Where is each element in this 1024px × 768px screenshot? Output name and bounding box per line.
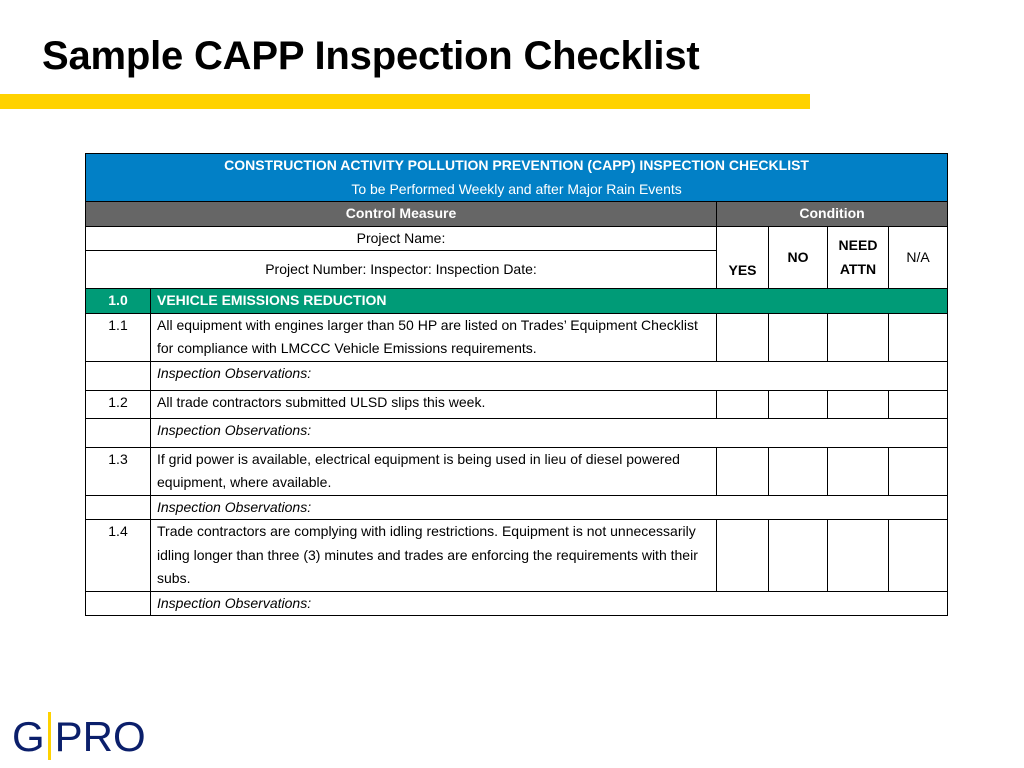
na-checkbox-cell[interactable] (889, 313, 948, 361)
page-title: Sample CAPP Inspection Checklist (42, 34, 700, 78)
observation-field[interactable]: Inspection Observations: (151, 591, 948, 616)
checklist-title: CONSTRUCTION ACTIVITY POLLUTION PREVENTION (CAPP) INSPECTION CHECKLIST (224, 157, 809, 173)
checklist-item-row (86, 447, 948, 495)
checklist-item-row (86, 313, 948, 361)
condition-na-header: N/A (889, 226, 948, 289)
logo-divider-bar (48, 712, 51, 760)
yes-checkbox-cell[interactable] (717, 313, 769, 361)
project-details-label: Project Number: Inspector: Inspection Date: (86, 251, 717, 289)
project-name-label: Project Name: (86, 226, 717, 251)
need-attn-checkbox-cell[interactable] (828, 520, 889, 592)
observation-field[interactable]: Inspection Observations: (151, 495, 948, 520)
na-checkbox-cell[interactable] (889, 447, 948, 495)
inspection-checklist-table (85, 153, 948, 616)
condition-need-attn-header: NEED ATTN (828, 226, 889, 289)
checklist-subtitle: To be Performed Weekly and after Major Rain Events (351, 180, 682, 197)
condition-no-header: NO (769, 226, 828, 289)
yes-checkbox-cell[interactable] (717, 520, 769, 592)
project-name-row (86, 226, 948, 251)
no-checkbox-cell[interactable] (769, 447, 828, 495)
item-number: 1.1 (86, 313, 151, 361)
observation-row (86, 418, 948, 447)
observation-spacer (86, 495, 151, 520)
need-attn-checkbox-cell[interactable] (828, 390, 889, 418)
need-attn-checkbox-cell[interactable] (828, 313, 889, 361)
item-text: All equipment with engines larger than 50 HP are listed on Trades’ Equipment Checklist for compliance with LMCCC Vehicle Emissions requirements. (151, 313, 717, 361)
condition-header: Condition (717, 202, 948, 227)
section-title: VEHICLE EMISSIONS REDUCTION (151, 289, 948, 314)
checklist-item-row (86, 520, 948, 592)
item-number: 1.2 (86, 390, 151, 418)
column-header-row (86, 202, 948, 227)
section-number: 1.0 (86, 289, 151, 314)
no-checkbox-cell[interactable] (769, 520, 828, 592)
observation-row (86, 361, 948, 390)
item-number: 1.4 (86, 520, 151, 592)
item-text: All trade contractors submitted ULSD slips this week. (151, 390, 717, 418)
logo-word-pro: PRO (54, 713, 146, 760)
observation-spacer (86, 591, 151, 616)
title-underline (0, 94, 810, 109)
checklist-item-row (86, 390, 948, 418)
observation-spacer (86, 361, 151, 390)
yes-checkbox-cell[interactable] (717, 390, 769, 418)
na-checkbox-cell[interactable] (889, 520, 948, 592)
need-attn-checkbox-cell[interactable] (828, 447, 889, 495)
gpro-logo (12, 710, 146, 764)
control-measure-header: Control Measure (86, 202, 717, 227)
observation-row (86, 495, 948, 520)
no-checkbox-cell[interactable] (769, 390, 828, 418)
yes-checkbox-cell[interactable] (717, 447, 769, 495)
checklist-header-row (86, 154, 948, 202)
observation-row (86, 591, 948, 616)
item-text: If grid power is available, electrical equipment is being used in lieu of diesel powered equipment, where available. (151, 447, 717, 495)
item-number: 1.3 (86, 447, 151, 495)
observation-spacer (86, 418, 151, 447)
condition-yes-header: YES (717, 226, 769, 289)
item-text: Trade contractors are complying with idling restrictions. Equipment is not unnecessarily idling longer than three (3) minutes and trades are enforcing the requirements with their subs. (151, 520, 717, 592)
na-checkbox-cell[interactable] (889, 390, 948, 418)
section-row (86, 289, 948, 314)
observation-field[interactable]: Inspection Observations: (151, 418, 948, 447)
checklist-header-cell (86, 154, 948, 202)
no-checkbox-cell[interactable] (769, 313, 828, 361)
observation-field[interactable]: Inspection Observations: (151, 361, 948, 390)
logo-letter-g: G (12, 713, 45, 760)
